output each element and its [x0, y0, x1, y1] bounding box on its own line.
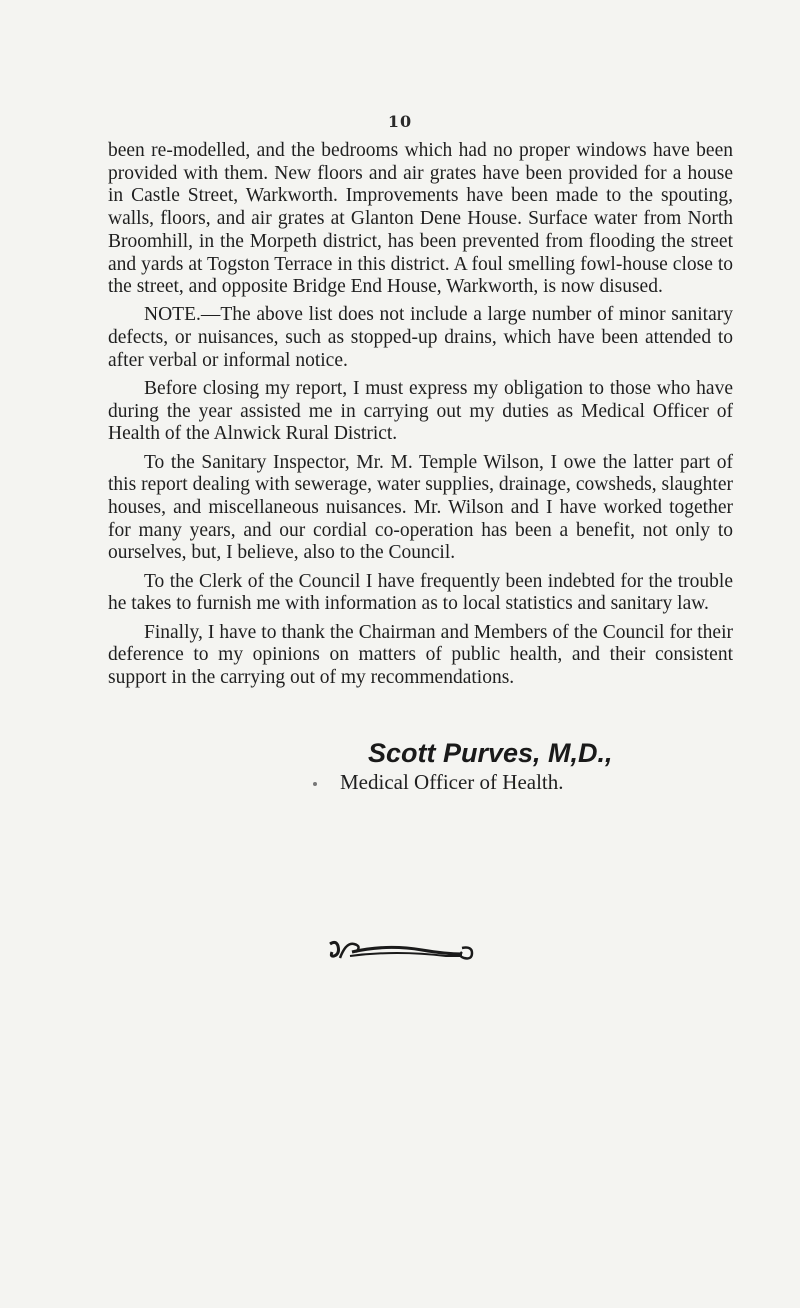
paragraph-finally: Finally, I have to thank the Chairman and Members of the Council for their deference to my opinions on matters of public health, and their consistent support in the carrying out of my recommendations.: [108, 621, 733, 688]
page-number: 10: [387, 112, 413, 131]
paragraph-sanitary-inspector: To the Sanitary Inspector, Mr. M. Temple Wilson, I owe the latter part of this report dealing with sewerage, water supplies, drainage, cowsheds, slaughter houses, and miscellaneous nuisances. Mr. Wilson and I have worked together for many years, and our cordial co-operation has been a benefit, not only to ourselves, but, I believe, also to the Council.: [108, 451, 733, 564]
paragraph-clerk: To the Clerk of the Council I have frequently been indebted for the trouble he takes to furnish me with information as to local statistics and sanitary law.: [108, 570, 733, 615]
paragraph-obligation: Before closing my report, I must express my obligation to those who have during the year assisted me in carrying out my duties as Medical Officer of Health of the Alnwick Rural District.: [108, 378, 733, 445]
paragraph-note: NOTE.—The above list does not include a large number of minor sanitary defects, or nuisances, such as stopped-up drains, which have been attended to after verbal or informal notice.: [108, 304, 733, 371]
tailpiece-flourish-icon: [326, 938, 476, 962]
paragraph-continuation: been re-modelled, and the bedrooms which had no proper windows have been provided with them. New floors and air grates have been provided for a house in Castle Street, Warkworth. Improvements have been made to the spouting, walls, floors, and air grates at Glanton Dene House. Surface water from North Broomhill, in the Morpeth district, has been prevented from flooding the street and yards at Togston Terrace in this district. A foul smelling fowl-house close to the street, and opposite Bridge End House, Warkworth, is now disused.: [108, 140, 733, 298]
print-speck: [313, 782, 317, 786]
report-body: [108, 140, 733, 695]
signature-title: Medical Officer of Health.: [340, 770, 564, 794]
signature-name: Scott Purves, M,D.,: [368, 738, 613, 768]
